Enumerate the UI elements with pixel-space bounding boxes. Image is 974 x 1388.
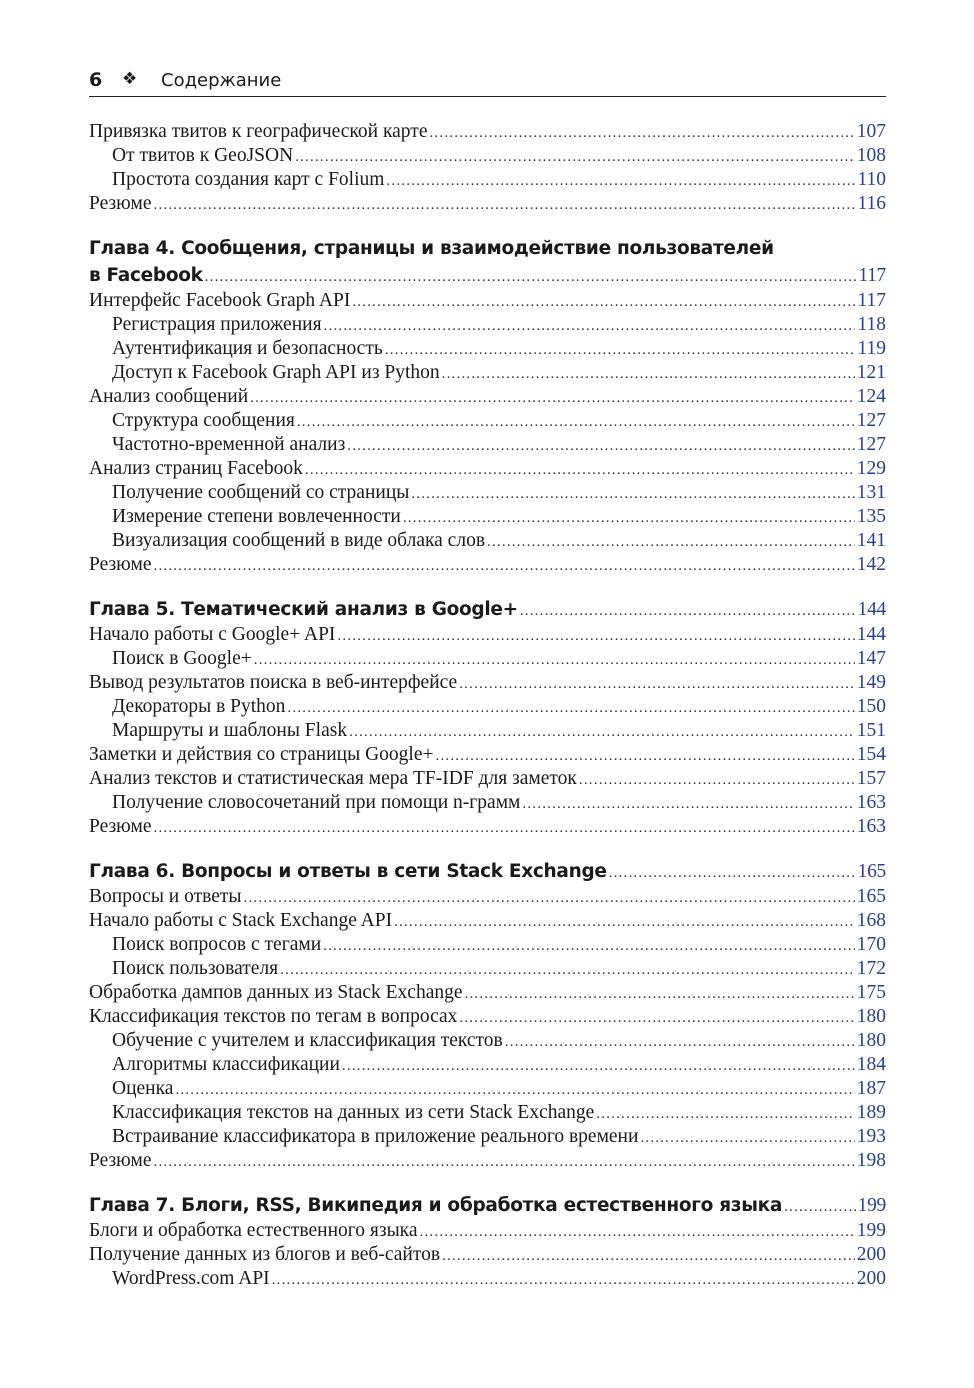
toc-subentry[interactable]: От твитов к GeoJSON ..... 108 (89, 144, 886, 168)
page-ref: 165 (856, 886, 886, 907)
chapter-5-heading[interactable]: Глава 5. Тематический анализ в Google+ ..... 144 (89, 596, 886, 623)
page-ref: 108 (856, 145, 886, 166)
page-ref: 127 (856, 410, 886, 431)
page-ref: 180 (856, 1030, 886, 1051)
toc-entry[interactable]: Анализ страниц Facebook ..... 129 (89, 457, 886, 481)
toc-entry[interactable]: Начало работы с Google+ API ..... 144 (89, 623, 886, 647)
toc-entry[interactable]: Анализ сообщений ..... 124 (89, 385, 886, 409)
chapter-4-heading[interactable]: в Facebook ..... 117 (89, 262, 886, 289)
toc-subentry[interactable]: Структура сообщения ..... 127 (89, 409, 886, 433)
page-ref: 121 (856, 362, 886, 383)
header-title: Содержание (161, 70, 282, 91)
toc-subentry[interactable]: Частотно-временной анализ ..... 127 (89, 433, 886, 457)
toc-subentry[interactable]: Аутентификация и безопасность ..... 119 (89, 337, 886, 361)
toc-entry[interactable]: Вопросы и ответы ..... 165 (89, 885, 886, 909)
page-ref: 118 (857, 314, 886, 335)
page-ref: 141 (856, 530, 886, 551)
page-ref: 119 (857, 338, 886, 359)
running-header (89, 64, 886, 97)
page-ref: 144 (857, 599, 886, 620)
chapter-4-title-line1[interactable]: Глава 4. Сообщения, страницы и взаимодействие пользователей (89, 238, 774, 259)
toc-subentry[interactable]: Доступ к Facebook Graph API из Python ..... 121 (89, 361, 886, 385)
toc-subentry[interactable]: Оценка ..... 187 (89, 1077, 886, 1101)
page-ref: 131 (856, 482, 886, 503)
page-ref: 172 (856, 958, 886, 979)
page-ref: 149 (856, 672, 886, 693)
toc-subentry[interactable]: Поиск пользователя ..... 172 (89, 957, 886, 981)
page-ref: 168 (856, 910, 886, 931)
toc-entry[interactable]: Блоги и обработка естественного языка ..... 199 (89, 1219, 886, 1243)
page-ref: 144 (856, 624, 886, 645)
toc-entry[interactable]: Резюме ..... 142 (89, 553, 886, 577)
page-ref: 200 (856, 1244, 886, 1265)
toc-entry[interactable]: Вывод результатов поиска в веб-интерфейсе ..... 149 (89, 671, 886, 695)
page-ref: 163 (856, 816, 886, 837)
page-ref: 184 (856, 1054, 886, 1075)
page-ref: 150 (856, 696, 886, 717)
page-ref: 199 (856, 1220, 886, 1241)
page-ref: 129 (856, 458, 886, 479)
toc-subentry[interactable]: Классификация текстов на данных из сети Stack Exchange ..... 189 (89, 1101, 886, 1125)
table-of-contents (89, 120, 886, 1291)
toc-subentry[interactable]: Поиск в Google+ ..... 147 (89, 647, 886, 671)
toc-subentry[interactable]: Визуализация сообщений в виде облака слов ..... 141 (89, 529, 886, 553)
page-ref: 110 (857, 169, 886, 190)
toc-subentry[interactable]: Маршруты и шаблоны Flask ..... 151 (89, 719, 886, 743)
toc-subentry[interactable]: Измерение степени вовлеченности ..... 135 (89, 505, 886, 529)
page-ref: 199 (857, 1195, 886, 1216)
toc-entry[interactable]: Получение данных из блогов и веб-сайтов ..... 200 (89, 1243, 886, 1267)
page-ref: 193 (856, 1126, 886, 1147)
page-ref: 200 (856, 1268, 886, 1289)
toc-entry[interactable]: Заметки и действия со страницы Google+ ..... 154 (89, 743, 886, 767)
page-ref: 124 (856, 386, 886, 407)
toc-subentry[interactable]: Алгоритмы классификации ..... 184 (89, 1053, 886, 1077)
ornament-icon: ❖ (122, 69, 138, 89)
toc-entry[interactable]: Резюме ..... 163 (89, 815, 886, 839)
page-ref: 117 (858, 265, 886, 286)
page-ref: 117 (857, 290, 886, 311)
toc-subentry[interactable]: Обучение с учителем и классификация текстов ..... 180 (89, 1029, 886, 1053)
toc-entry[interactable]: Резюме ..... 116 (89, 192, 886, 216)
toc-entry[interactable]: Обработка дампов данных из Stack Exchange ..... 175 (89, 981, 886, 1005)
toc-subentry[interactable]: Получение словосочетаний при помощи n-грамм ..... 163 (89, 791, 886, 815)
page-ref: 198 (856, 1150, 886, 1171)
chapter-7-heading[interactable]: Глава 7. Блоги, RSS, Википедия и обработка естественного языка ..... 199 (89, 1192, 886, 1219)
page-ref: 180 (856, 1006, 886, 1027)
page-ref: 147 (856, 648, 886, 669)
page-ref: 135 (856, 506, 886, 527)
page-ref: 175 (856, 982, 886, 1003)
page-ref: 170 (856, 934, 886, 955)
toc-entry[interactable]: Анализ текстов и статистическая мера TF-IDF для заметок ..... 157 (89, 767, 886, 791)
page-ref: 165 (857, 861, 886, 882)
toc-entry[interactable]: Начало работы с Stack Exchange API ..... 168 (89, 909, 886, 933)
page-ref: 127 (856, 434, 886, 455)
toc-subentry[interactable]: Простота создания карт с Folium ..... 110 (89, 168, 886, 192)
toc-entry[interactable]: Привязка твитов к географической карте ..... 107 (89, 120, 886, 144)
toc-subentry[interactable]: WordPress.com API ..... 200 (89, 1267, 886, 1291)
toc-subentry[interactable]: Встраивание классификатора в приложение реального времени ..... 193 (89, 1125, 886, 1149)
page-ref: 142 (856, 554, 886, 575)
toc-subentry[interactable]: Декораторы в Python ..... 150 (89, 695, 886, 719)
toc-subentry[interactable]: Получение сообщений со страницы ..... 131 (89, 481, 886, 505)
page-ref: 154 (856, 744, 886, 765)
toc-entry[interactable]: Классификация текстов по тегам в вопросах ..... 180 (89, 1005, 886, 1029)
toc-subentry[interactable]: Регистрация приложения ..... 118 (89, 313, 886, 337)
page-ref: 187 (856, 1078, 886, 1099)
page-ref: 151 (856, 720, 886, 741)
page-number: 6 (89, 69, 103, 91)
toc-entry[interactable]: Интерфейс Facebook Graph API ..... 117 (89, 289, 886, 313)
chapter-6-heading[interactable]: Глава 6. Вопросы и ответы в сети Stack Exchange ..... 165 (89, 858, 886, 885)
page-ref: 107 (856, 121, 886, 142)
toc-entry[interactable]: Резюме ..... 198 (89, 1149, 886, 1173)
toc-subentry[interactable]: Поиск вопросов с тегами ..... 170 (89, 933, 886, 957)
page-ref: 157 (856, 768, 886, 789)
page-ref: 116 (857, 193, 886, 214)
page-ref: 163 (856, 792, 886, 813)
page-ref: 189 (856, 1102, 886, 1123)
